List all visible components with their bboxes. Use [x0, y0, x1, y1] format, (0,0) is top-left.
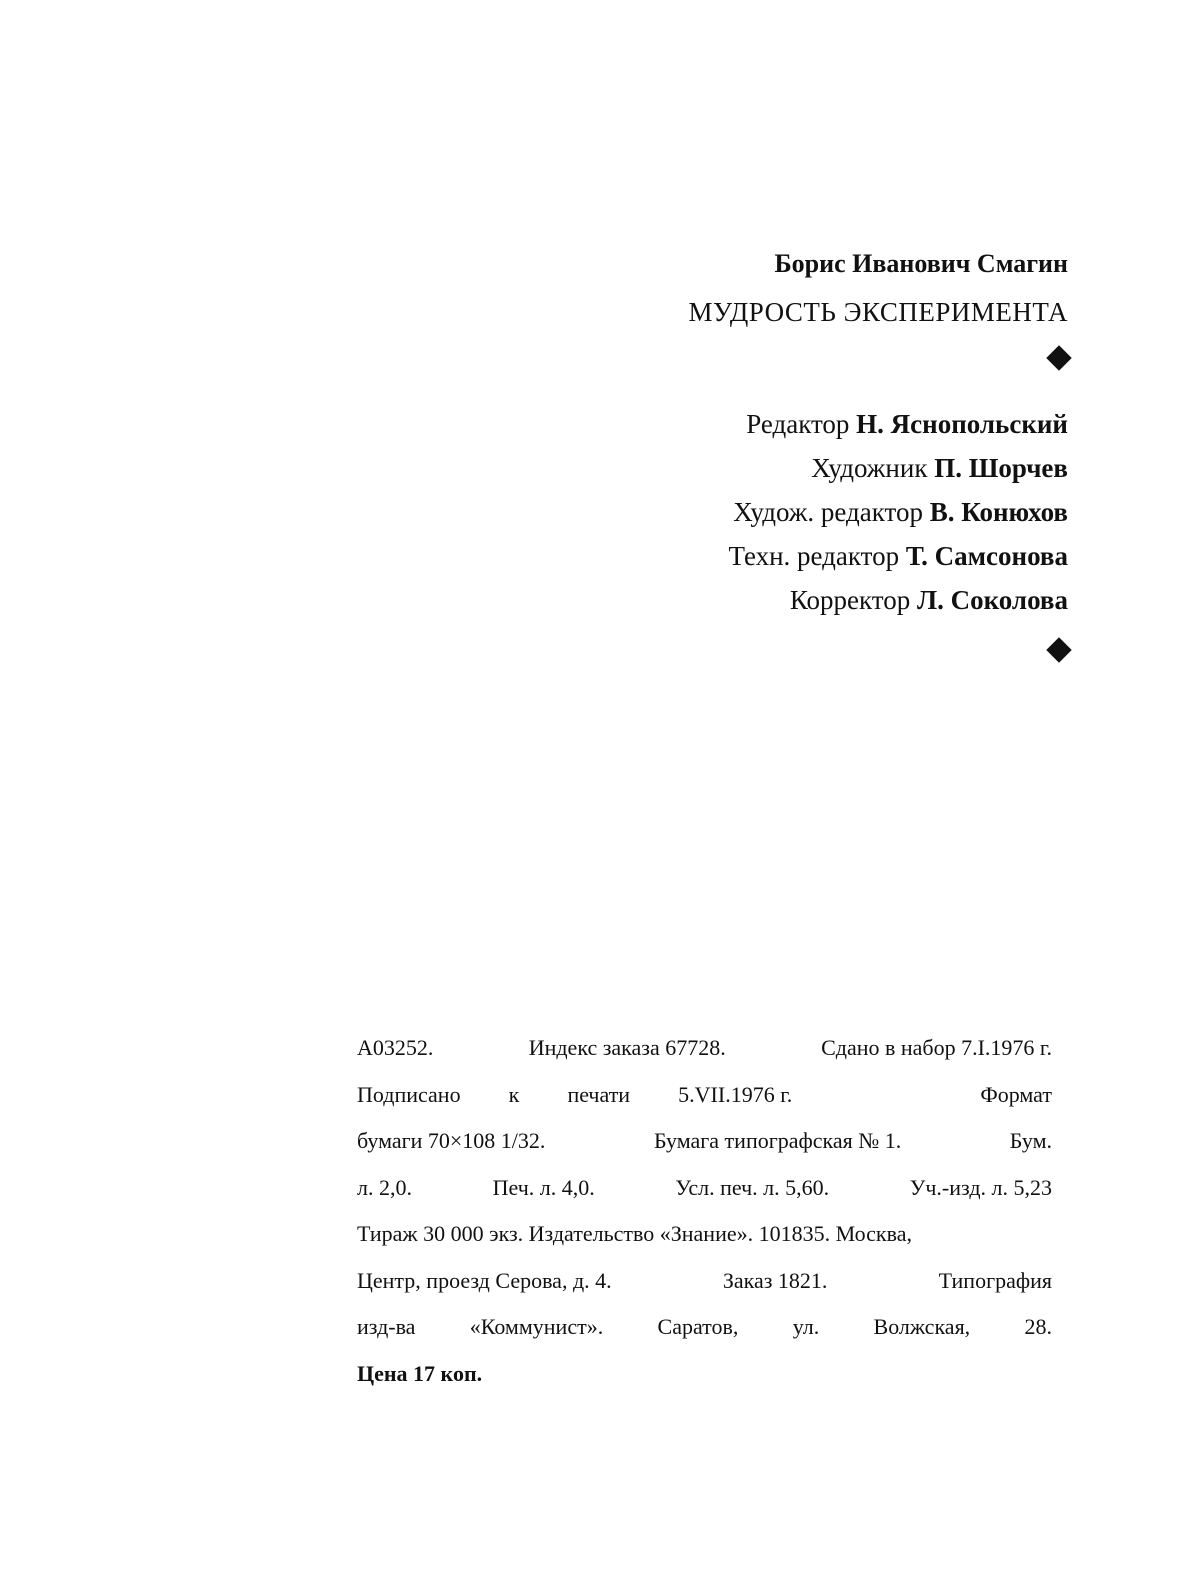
colophon-segment: Типография [938, 1267, 1052, 1293]
colophon-segment: Заказ 1821. [722, 1267, 828, 1293]
staff-list [468, 402, 1068, 622]
colophon-segment: Сдано в набор 7.I.1976 г. [821, 1035, 1052, 1060]
staff-role: Техн. редактор [728, 541, 900, 571]
colophon-segment: Волжская, [873, 1314, 971, 1339]
colophon-segment: л. 2,0. [357, 1174, 412, 1200]
staff-role: Художник [811, 453, 928, 483]
colophon-segment: Подписано [357, 1081, 461, 1107]
colophon-segment: к [508, 1081, 520, 1107]
colophon-segment: ул. [792, 1314, 820, 1339]
staff-person: Т. Самсонова [905, 541, 1068, 571]
author-name: Борис Иванович Смагин [774, 249, 1068, 278]
separator-bottom [468, 628, 1068, 682]
colophon-block [357, 1025, 1052, 1397]
colophon-segment: 28. [1024, 1314, 1052, 1339]
staff-person: Л. Соколова [916, 585, 1068, 615]
staff-person: П. Шорчев [934, 453, 1068, 483]
staff-role: Корректор [789, 585, 911, 615]
colophon-segment: Центр, проезд Серова, д. 4. [357, 1267, 612, 1293]
colophon-segment: Печ. л. 4,0. [492, 1174, 595, 1200]
credits-block [468, 240, 1068, 682]
colophon-segment: Бум. [1009, 1128, 1052, 1153]
colophon-segment: А03252. [357, 1035, 434, 1060]
colophon-line [357, 1118, 1052, 1165]
staff-proofreader [468, 578, 1068, 622]
staff-editor [468, 402, 1068, 446]
staff-tech-editor [468, 534, 1068, 578]
staff-person: Н. Яснопольский [856, 409, 1068, 439]
colophon-segment: Усл. печ. л. 5,60. [675, 1174, 830, 1200]
colophon-segment: 5.VII.1976 г. [678, 1081, 793, 1107]
colophon-line [357, 1304, 1052, 1351]
colophon-segment: изд-ва [357, 1314, 416, 1339]
colophon-segment: Уч.-изд. л. 5,23 [909, 1174, 1052, 1200]
colophon-segment: Индекс заказа 67728. [528, 1035, 726, 1060]
staff-role: Худож. редактор [733, 497, 923, 527]
colophon-segment: Саратов, [657, 1314, 739, 1339]
diamond-icon [1046, 345, 1071, 370]
staff-artist [468, 446, 1068, 490]
colophon-line [357, 1072, 1052, 1119]
staff-art-editor [468, 490, 1068, 534]
separator-top [468, 336, 1068, 390]
book-title: МУДРОСТЬ ЭКСПЕРИМЕНТА [688, 297, 1068, 327]
colophon-segment: бумаги 70×108 1/32. [357, 1128, 546, 1153]
diamond-icon [1046, 637, 1071, 662]
staff-person: В. Конюхов [929, 497, 1068, 527]
colophon-segment: Формат [980, 1081, 1052, 1107]
colophon-line [357, 1211, 1052, 1258]
price-label: Цена 17 коп. [357, 1360, 483, 1386]
colophon-segment: Бумага типографская № 1. [653, 1128, 902, 1153]
staff-role: Редактор [746, 409, 850, 439]
colophon-segment: «Коммунист». [469, 1314, 604, 1339]
colophon-line [357, 1165, 1052, 1212]
colophon-line [357, 1258, 1052, 1305]
colophon-segment: Тираж 30 000 экз. Издательство «Знание». 101835. Москва, [357, 1221, 912, 1246]
colophon-segment: печати [567, 1081, 631, 1107]
colophon-line [357, 1025, 1052, 1072]
